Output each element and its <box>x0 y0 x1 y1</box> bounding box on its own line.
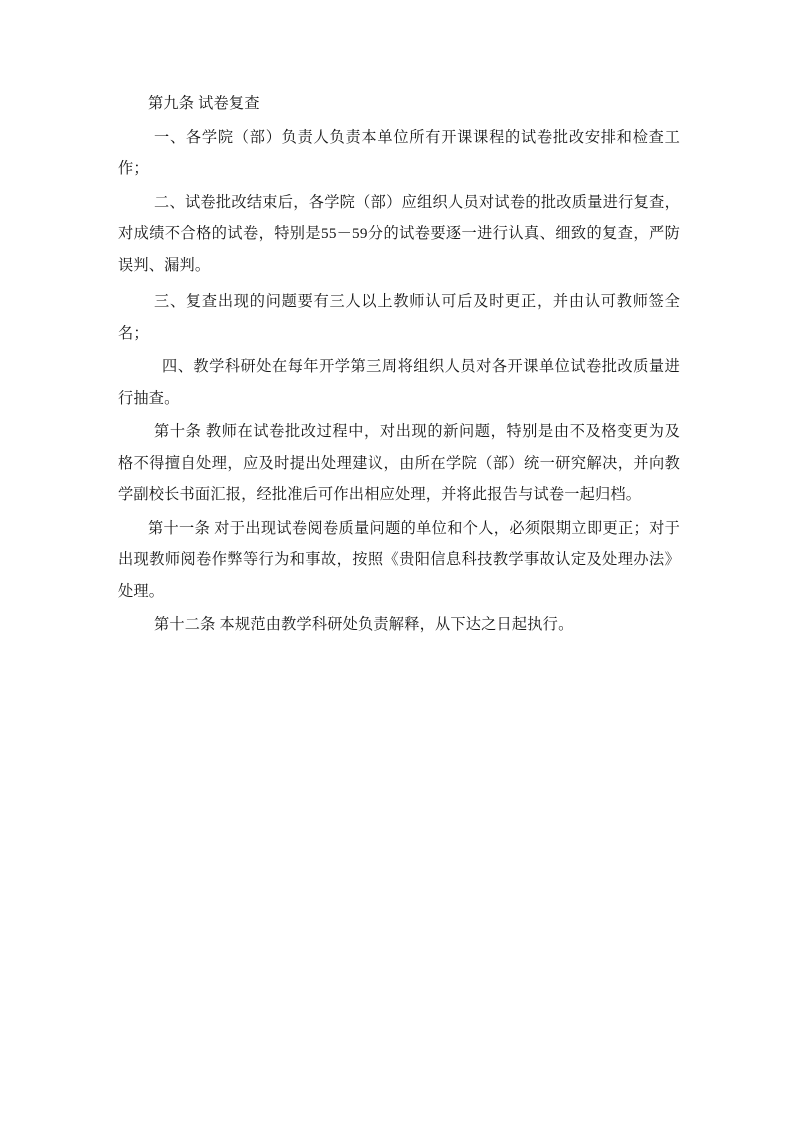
article-nine-item-two: 二、试卷批改结束后，各学院（部）应组织人员对试卷的批改质量进行复查，对成绩不合格的试卷，特别是55－59分的试卷要逐一进行认真、细致的复查，严防误判、漏判。 <box>118 193 680 274</box>
article-nine-item-three: 三、复查出现的问题要有三人以上教师认可后及时更正，并由认可教师签全名； <box>118 293 680 342</box>
article-nine-item-four: 四、教学科研处在每年开学第三周将组织人员对各开课单位试卷批改质量进行抽查。 <box>118 358 680 407</box>
document-body <box>118 88 680 643</box>
article-twelve-paragraph: 第十二条 本规范由教学科研处负责解释，从下达之日起执行。 <box>154 616 574 633</box>
article-eleven-paragraph: 第十一条 对于出现试卷阅卷质量问题的单位和个人，必须限期立即更正；对于出现教师阅卷作弊等行为和事故，按照《贵阳信息科技教学事故认定及处理办法》处理。 <box>118 519 680 600</box>
article-nine-item-one: 一、各学院（部）负责人负责本单位所有开课课程的试卷批改安排和检查工作； <box>118 128 680 177</box>
article-nine-heading: 第九条 试卷复查 <box>148 95 260 112</box>
article-ten-paragraph: 第十条 教师在试卷批改过程中，对出现的新问题，特别是由不及格变更为及格不得擅自处理，应及时提出处理建议，由所在学院（部）统一研究解决，并向教学副校长书面汇报，经批准后可作出相应处理，并将此报告与试卷一起归档。 <box>118 423 680 503</box>
